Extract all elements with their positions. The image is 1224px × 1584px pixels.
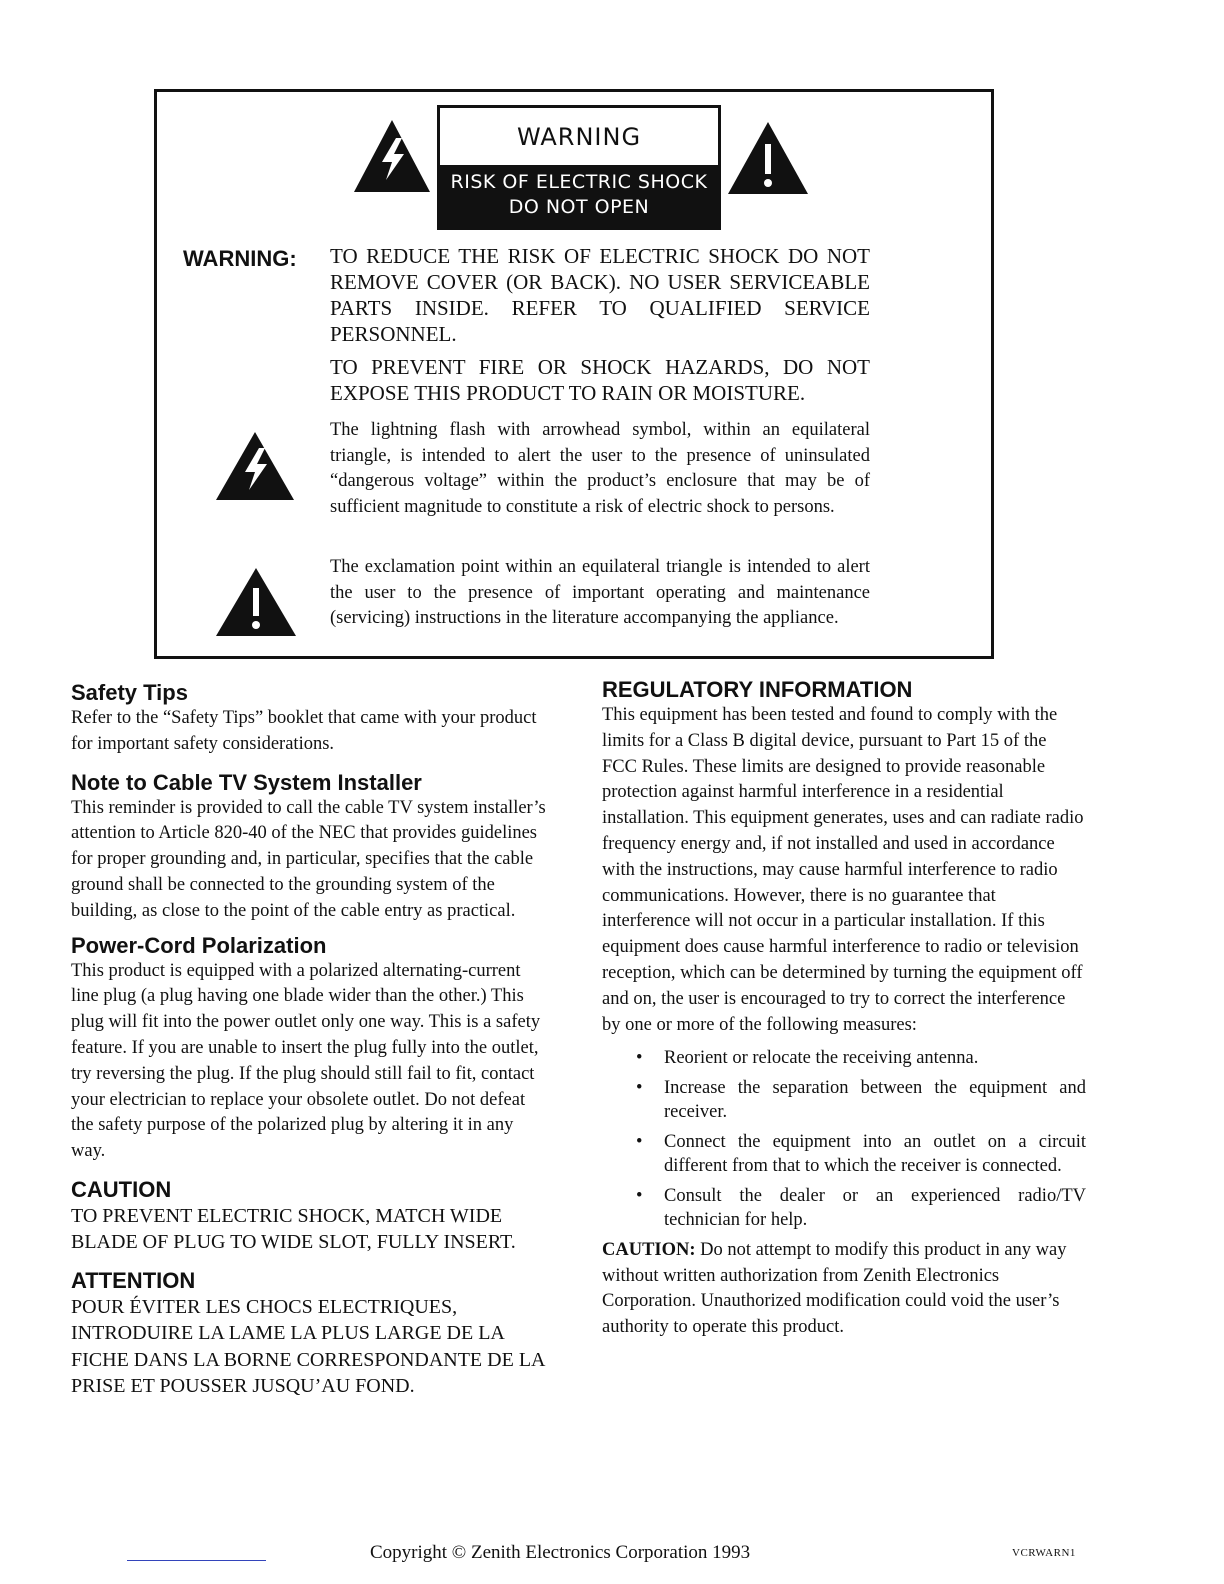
- attention-heading: ATTENTION: [71, 1267, 196, 1293]
- label-risk-line2: DO NOT OPEN: [508, 196, 650, 218]
- power-cord-text: This product is equipped with a polarized alternating-current line plug (a plug having one blade wider than the other.) This plug will fit into the power outlet only one way. This is a safety feature. If you are unable to insert the plug fully into the outlet, try reversing the plug. If the plug should still fail to fit, contact your electrician to replace your obsolete outlet. Do not defeat the safety purpose of the polarized plug by altering it in any way.: [71, 960, 541, 1162]
- lightning-explanation: The lightning flash with arrowhead symbol, within an equilateral triangle, is intended to alert the user to the presence of uninsulated “dangerous voltage” within the product’s enclosure that may be of sufficient magnitude to constitute a risk of electric shock to persons.: [330, 420, 870, 517]
- warning-para-moisture: TO PREVENT FIRE OR SHOCK HAZARDS, DO NOT EXPOSE THIS PRODUCT TO RAIN OR MOISTURE.: [330, 355, 870, 405]
- exclamation-triangle-icon: [214, 566, 298, 638]
- label-risk-line1: RISK OF ELECTRIC SHOCK: [450, 171, 708, 193]
- footer-rule: [127, 1560, 266, 1561]
- list-item: • Consult the dealer or an experienced radio/TV technician for help.: [636, 1185, 1086, 1231]
- list-item: • Increase the separation between the equipment and receiver.: [636, 1077, 1086, 1123]
- list-item: • Reorient or relocate the receiving antenna.: [636, 1048, 979, 1069]
- label-risk: [440, 165, 718, 227]
- list-item: • Connect the equipment into an outlet on a circuit different from that to which the receiver is connected.: [636, 1131, 1086, 1177]
- document-code: VCRWARN1: [1012, 1547, 1076, 1559]
- attention-text: POUR ÉVITER LES CHOCS ELECTRIQUES, INTRODUIRE LA LAME LA PLUS LARGE DE LA FICHE DANS LA BORNE CORRESPONDANTE DE LA PRISE ET POUSSER JUSQU’AU FOND.: [71, 1295, 545, 1398]
- warning-label-box: [437, 105, 721, 230]
- exclamation-explanation: The exclamation point within an equilateral triangle is intended to alert the user to the presence of important operating and maintenance (servicing) instructions in the literature accompanying the appliance.: [330, 557, 870, 628]
- measures-list: [602, 1046, 1086, 1233]
- regulatory-text: This equipment has been tested and found to comply with the limits for a Class B digital device, pursuant to Part 15 of the FCC Rules. These limits are designed to provide reasonable protection against harmful interference in a residential installation. This equipment generates, uses and can radiate radio frequency energy and, if not installed and used in accordance with the instructions, may cause harmful interference to radio communications. However, there is no guarantee that interference will not occur in a particular installation. If this equipment does cause harmful interference to radio or television reception, which can be determined by turning the equipment off and on, the user is encouraged to try to correct the interference by one or more of the following measures:: [602, 705, 1084, 1035]
- exclamation-triangle-icon: [726, 120, 810, 196]
- right-column: [602, 677, 1086, 1341]
- cable-installer-text: This reminder is provided to call the cable TV system installer’s attention to Article 820-40 of the NEC that provides guidelines for proper grounding and, in particular, specifies that the cable ground shall be connected to the grounding system of the building, as close to the point of the cable entry as practical.: [71, 797, 546, 921]
- label-warning: WARNING: [516, 123, 642, 151]
- copyright: Copyright © Zenith Electronics Corporation 1993: [370, 1542, 751, 1563]
- warning-heading: WARNING:: [183, 246, 297, 271]
- caution-body: Do not attempt to modify this product in any way without written authorization from Zenith Electronics Corporation. Unauthorized modification could void the user’s authority to operate this product.: [602, 1239, 1067, 1338]
- lightning-triangle-icon: [352, 118, 432, 194]
- regulatory-heading: REGULATORY INFORMATION: [602, 677, 913, 702]
- safety-tips-text: Refer to the “Safety Tips” booklet that came with your product for important safety considerations.: [71, 708, 537, 754]
- lightning-triangle-icon: [214, 430, 296, 502]
- left-column: [71, 680, 551, 1400]
- power-cord-heading: Power-Cord Polarization: [71, 932, 327, 958]
- warning-para-cover: TO REDUCE THE RISK OF ELECTRIC SHOCK DO NOT REMOVE COVER (OR BACK). NO USER SERVICEABLE PARTS INSIDE. REFER TO QUALIFIED SERVICE PERSONNEL.: [330, 244, 870, 346]
- caution-heading: CAUTION: [71, 1176, 172, 1202]
- cable-installer-heading: Note to Cable TV System Installer: [71, 769, 422, 795]
- caution-label: CAUTION:: [602, 1239, 696, 1260]
- caution-text: TO PREVENT ELECTRIC SHOCK, MATCH WIDE BLADE OF PLUG TO WIDE SLOT, FULLY INSERT.: [71, 1204, 516, 1254]
- safety-tips-heading: Safety Tips: [71, 680, 188, 705]
- modification-caution: [602, 1238, 1086, 1341]
